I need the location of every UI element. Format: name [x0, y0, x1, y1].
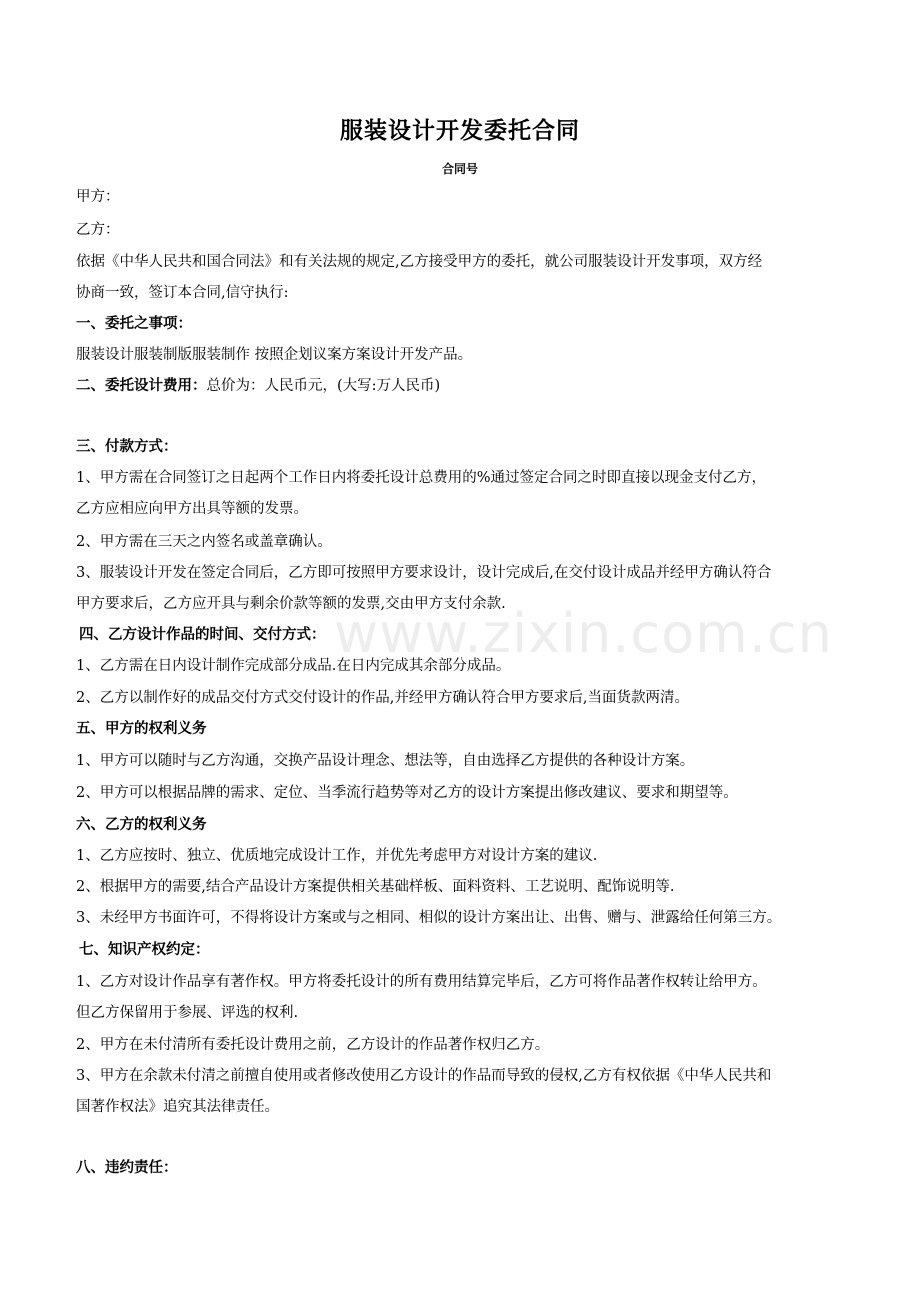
intro-line-2: 协商一致，签订本合同,信守执行: [76, 285, 289, 301]
section-6-heading: 六、乙方的权利义务 [76, 817, 207, 833]
section-7-item-1b: 但乙方保留用于参展、评选的权利. [76, 1005, 299, 1021]
section-1-heading: 一、委托之事项： [76, 316, 192, 332]
section-6-item-1: 1、乙方应按时、独立、优质地完成设计工作，并优先考虑甲方对设计方案的建议. [76, 848, 598, 864]
section-7-item-3b: 国著作权法》追究其法律责任。 [76, 1099, 279, 1115]
section-5-item-1: 1、甲方可以随时与乙方沟通，交换产品设计理念、想法等，自由选择乙方提供的各种设计方案。 [76, 753, 695, 769]
watermark-text: www.zixin.com.cn [334, 602, 833, 665]
intro-line-1: 依据《中华人民共和国合同法》和有关法规的规定,乙方接受甲方的委托，就公司服装设计开发事项，双方经 [76, 254, 763, 270]
party-b-line: 乙方： [76, 222, 120, 238]
section-5-heading: 五、甲方的权利义务 [76, 721, 207, 737]
section-3-item-1b: 乙方应相应向甲方出具等额的发票。 [76, 501, 308, 517]
section-3-item-3b: 甲方要求后，乙方应开具与剩余价款等额的发票,交由甲方支付余款. [76, 596, 506, 612]
section-3-item-2: 2、甲方需在三天之内签名或盖章确认。 [76, 534, 332, 550]
section-8-heading: 八、违约责任： [76, 1160, 178, 1176]
section-7-item-3a: 3、甲方在余款未付清之前擅自使用或者修改使用乙方设计的作品而导致的侵权,乙方有权依据《中华人民共和 [76, 1068, 772, 1084]
section-7-item-1a: 1、乙方对设计作品享有著作权。甲方将委托设计的所有费用结算完毕后，乙方可将作品著作权转让给甲方。 [76, 974, 767, 990]
section-2-heading: 二、委托设计费用： [76, 378, 207, 394]
section-6-item-2: 2、根据甲方的需要,结合产品设计方案提供相关基础样板、面料资料、工艺说明、配饰说明等. [76, 879, 675, 895]
contract-number-label: 合同号 [441, 162, 478, 176]
section-7-item-2: 2、甲方在未付清所有委托设计费用之前，乙方设计的作品著作权归乙方。 [76, 1037, 550, 1053]
document-title: 服装设计开发委托合同 [340, 118, 580, 144]
section-2-body: 总价为：人民币元，(大写:万人民币) [206, 378, 441, 394]
section-3-item-3a: 3、服装设计开发在签定合同后，乙方即可按照甲方要求设计，设计完成后,在交付设计成品并经甲方确认符合 [76, 565, 772, 581]
section-4-heading: 四、乙方设计作品的时间、交付方式： [79, 627, 326, 643]
section-3-heading: 三、付款方式： [76, 439, 178, 455]
party-a-line: 甲方： [76, 189, 120, 205]
section-4-item-2: 2、乙方以制作好的成品交付方式交付设计的作品,并经甲方确认符合甲方要求后,当面货款两清。 [76, 690, 689, 706]
section-1-body: 服装设计服装制版服装制作 按照企划议案方案设计开发产品。 [76, 347, 473, 363]
section-6-item-3: 3、未经甲方书面许可，不得将设计方案或与之相同、相似的设计方案出让、出售、赠与、泄露给任何第三方。 [76, 910, 782, 926]
section-4-item-1: 1、乙方需在日内设计制作完成部分成品.在日内完成其余部分成品。 [76, 658, 511, 674]
section-2-line [76, 376, 851, 396]
section-5-item-2: 2、甲方可以根据品牌的需求、定位、当季流行趋势等对乙方的设计方案提出修改建议、要求和期望等。 [76, 785, 738, 801]
section-7-heading: 七、知识产权约定： [79, 942, 210, 958]
section-3-item-1a: 1、甲方需在合同签订之日起两个工作日内将委托设计总费用的%通过签定合同之时即直接以现金支付乙方， [76, 470, 766, 486]
